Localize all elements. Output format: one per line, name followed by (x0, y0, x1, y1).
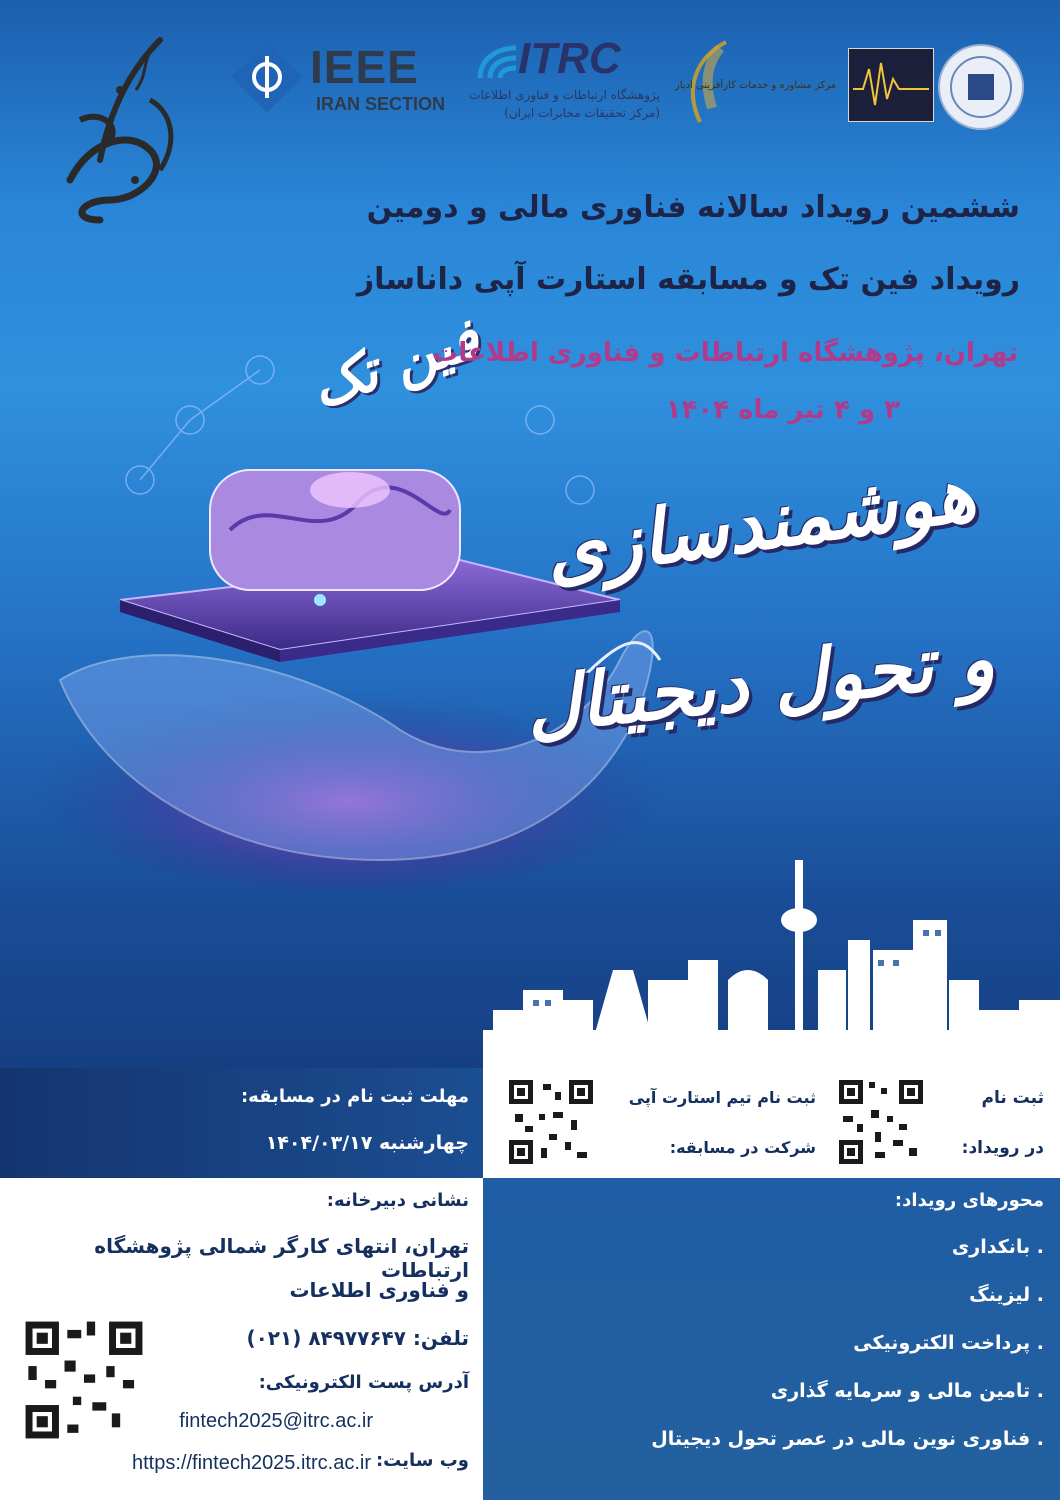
contact-panel (0, 1178, 483, 1500)
feather-logo (676, 38, 836, 128)
phone-number: تلفن: ۸۴۹۷۷۶۴۷ (۰۲۱) (246, 1326, 469, 1350)
address-line-2: و فناوری اطلاعات (289, 1278, 469, 1302)
signal-waves-icon (474, 42, 520, 82)
engineering-association-logo (848, 48, 934, 122)
ieee-diamond-icon (228, 38, 306, 116)
waveform-icon (849, 49, 933, 121)
topic-item: . تامین مالی و سرمایه گذاری (770, 1380, 1044, 1402)
fintech-script-text: فین تک (303, 305, 487, 421)
topic-item: . بانکداری (951, 1236, 1044, 1258)
association-seal-logo (938, 44, 1024, 130)
address-line-1: تهران، انتهای کارگر شمالی پژوهشگاه ارتباطات (94, 1234, 469, 1282)
team-registration-qr-code[interactable] (505, 1076, 597, 1168)
event-registration-qr-code[interactable] (835, 1076, 927, 1168)
registration-panel (483, 1068, 1060, 1178)
topics-panel (483, 1178, 1060, 1500)
seal-icon (940, 46, 1022, 128)
deadline-label: مهلت ثبت نام در مسابقه: (240, 1086, 469, 1107)
itrc-subtitle-2: (مرکز تحقیقات مخابرات ایران) (504, 106, 660, 120)
calligraphy-logo (40, 30, 200, 230)
team-registration-label-2: شرکت در مسابقه: (669, 1138, 816, 1157)
ieee-subtitle: IRAN SECTION (316, 94, 446, 114)
slogan-line-2: و تحول دیجیتال (521, 615, 999, 751)
topics-heading: محورهای رویداد: (894, 1190, 1044, 1211)
ieee-logo (228, 36, 458, 126)
deadline-panel (0, 1068, 483, 1178)
topic-item: . لیزینگ (969, 1284, 1044, 1306)
itrc-title: ITRC (518, 34, 621, 83)
topic-item: . پرداخت الکترونیکی (853, 1332, 1044, 1354)
deadline-value: چهارشنبه ۱۴۰۴/۰۳/۱۷ (265, 1132, 469, 1154)
event-registration-label: ثبت نام (981, 1088, 1044, 1108)
website-qr-code[interactable] (20, 1316, 148, 1444)
event-date: ۳ و ۴ تیر ماه ۱۴۰۴ (665, 395, 900, 425)
itrc-logo (466, 34, 666, 134)
headline-line-1: ششمین رویداد سالانه فناوری مالی و دومین (366, 190, 1020, 225)
event-registration-label-2: در رویداد: (961, 1138, 1044, 1158)
itrc-subtitle: پژوهشگاه ارتباطات و فناوری اطلاعات (469, 88, 660, 102)
ieee-title: IEEE (310, 41, 419, 93)
email-address[interactable]: fintech2025@itrc.ac.ir (179, 1410, 373, 1432)
slogan-line-1: هوشمندسازی (539, 448, 981, 597)
team-registration-label: ثبت نام تیم استارت آپی (628, 1088, 816, 1107)
website-link[interactable]: https://fintech2025.itrc.ac.ir (131, 1452, 371, 1474)
headline-line-2: رویداد فین تک و مسابقه استارت آپی داناساز (356, 262, 1020, 297)
feather-logo-text: مرکز مشاوره و خدمات کارآفرینی ادیار (674, 80, 836, 91)
topic-item: . فناوری نوین مالی در عصر تحول دیجیتال (651, 1428, 1044, 1450)
event-venue: تهران، پژوهشگاه ارتباطات و فناوری اطلاعات (432, 338, 1018, 368)
secretariat-address-label: نشانی دبیرخانه: (326, 1190, 469, 1211)
tehran-skyline (483, 850, 1060, 1070)
email-label: آدرس پست الکترونیکی: (258, 1372, 469, 1393)
website-label: وب سایت: (375, 1450, 469, 1471)
